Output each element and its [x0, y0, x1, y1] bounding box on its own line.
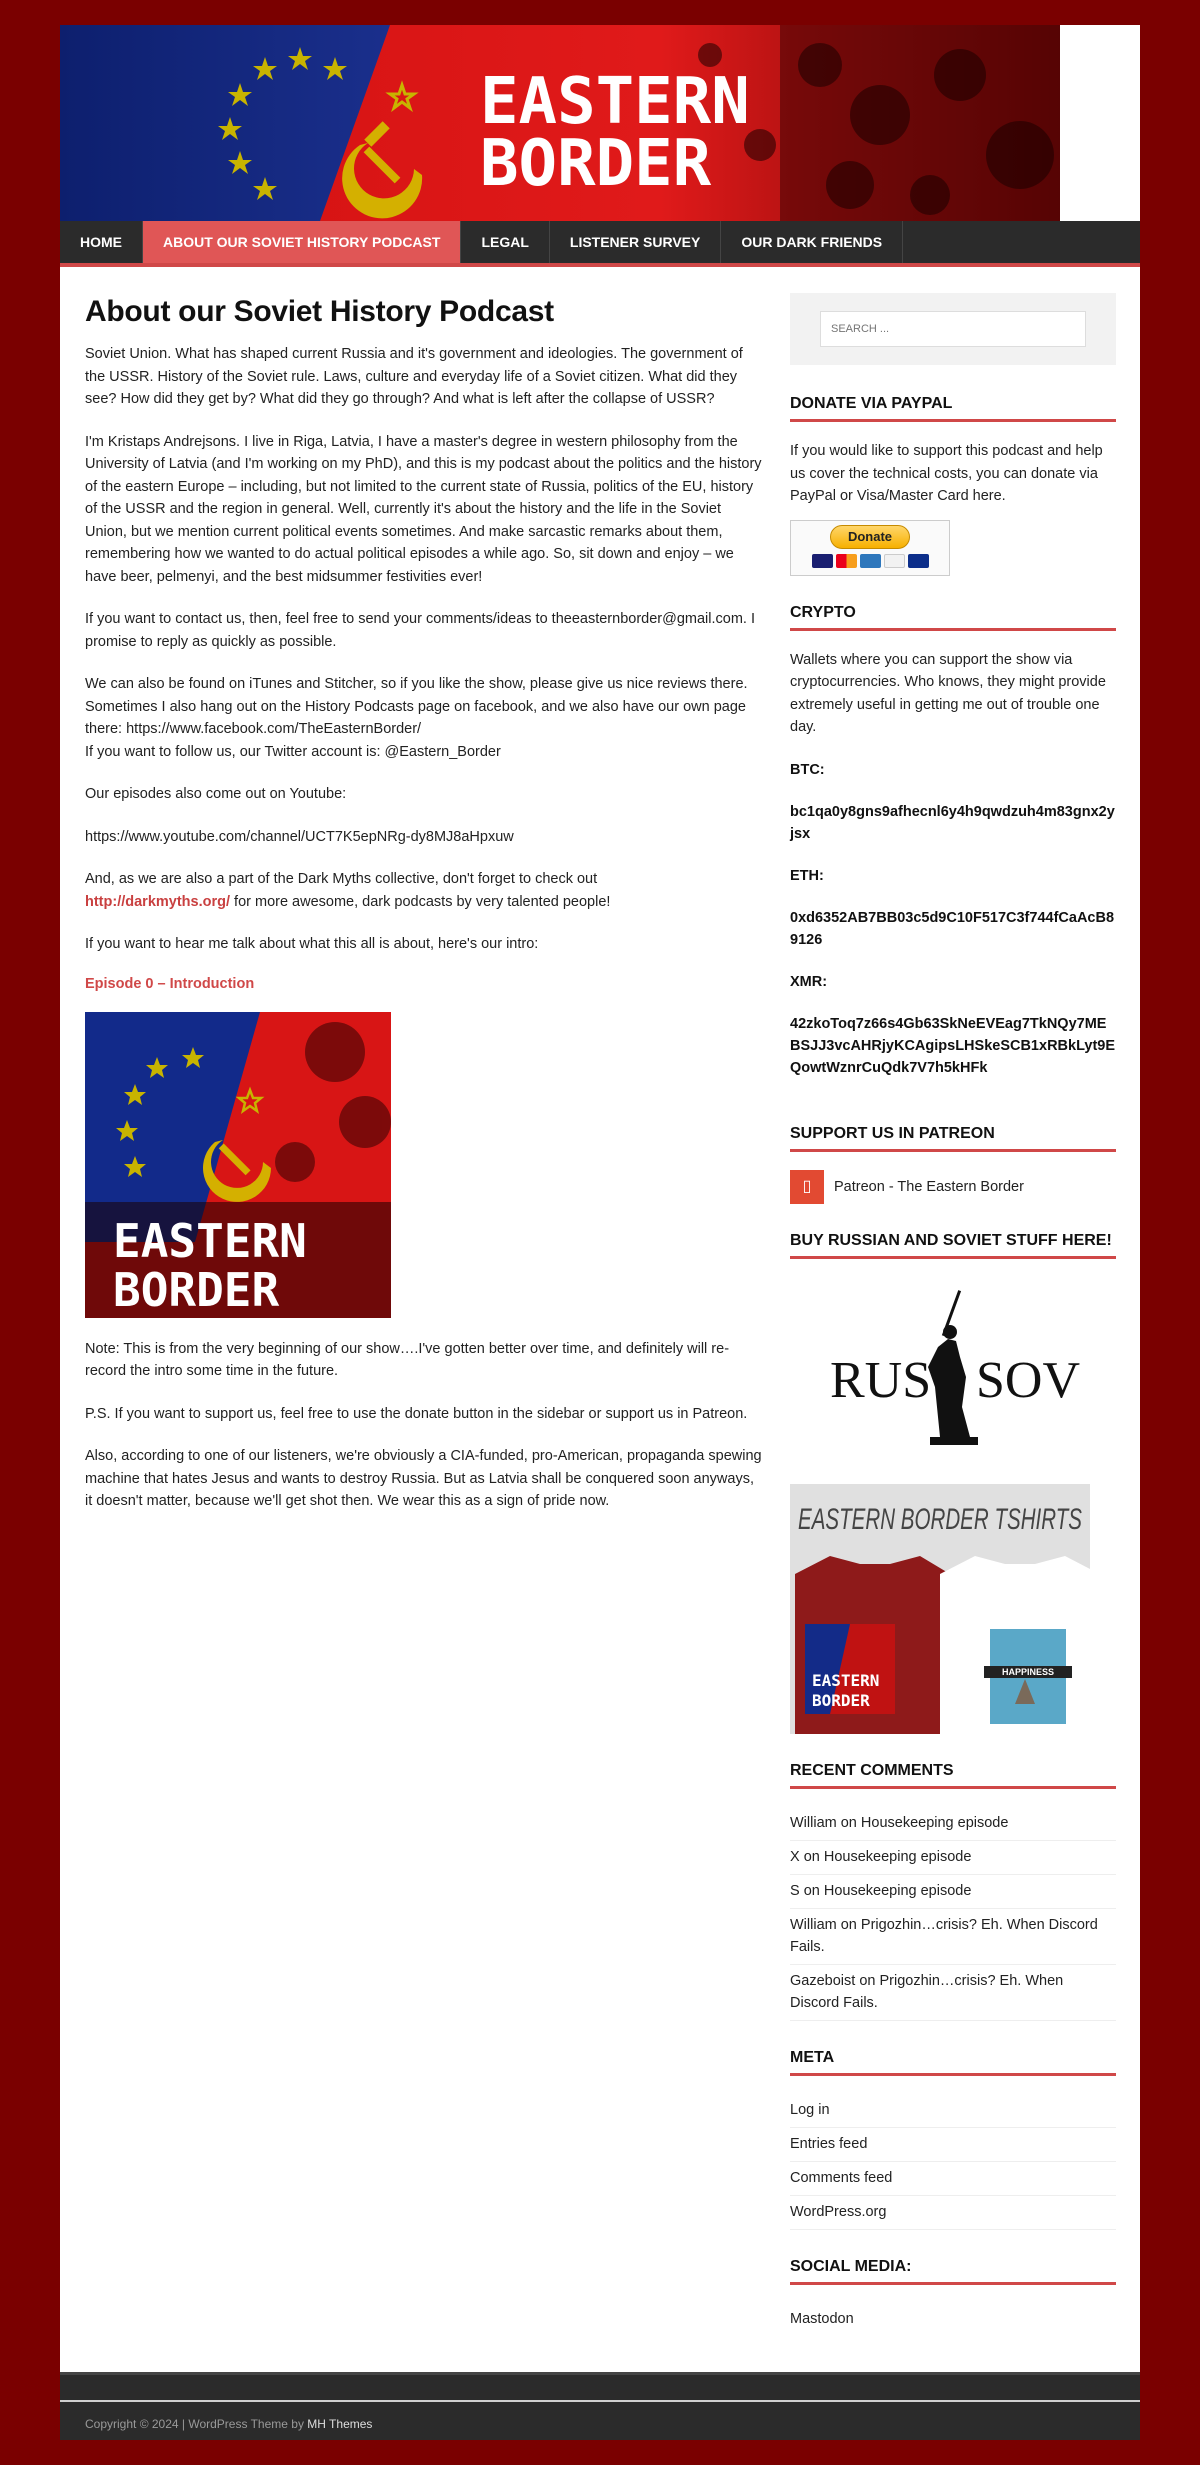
banner-graphic: [60, 25, 1060, 221]
twitter-text: If you want to follow us, our Twitter account is: @Eastern_Border: [85, 743, 501, 760]
patreon-link[interactable]: Patreon - The Eastern Border: [834, 1178, 1024, 1195]
social-media-title: SOCIAL MEDIA:: [790, 2258, 1116, 2285]
patreon-link-row[interactable]: [790, 1170, 1116, 1204]
comment-item: [790, 1807, 1116, 1841]
donate-label: Donate: [830, 525, 910, 549]
recent-comments-widget: [790, 1762, 1116, 2021]
crypto-widget: [790, 604, 1116, 1079]
youtube-paragraph: Our episodes also come out on Youtube:: [85, 786, 347, 802]
nav-item-legal[interactable]: LEGAL: [461, 221, 549, 263]
about-author-paragraph: I'm Kristaps Andrejsons. I live in Riga, Latvia, I have a master's degree in western philosophy from the University of Latvia (and I'm working on my PhD), and this is my podcast about the politics and the history of the eastern Europe – including, but not limited to the current state of Russia, politics of the EU, history of the USSR and the region in general. Well, currently it's about the history and the life in the Soviet Union, but we mention current political events sometimes. And make sarcastic remarks about them, remembering how we wanted to do actual political episodes a while ago. So, sit down and enjoy – we have beer, pelmenyi, and the best midsummer festivities ever!: [85, 433, 762, 585]
darkmyths-text-after: for more awesome, dark podcasts by very talented people!: [230, 893, 611, 910]
cover-title-line2: BORDER: [113, 1262, 280, 1317]
footer-copyright-text: Copyright © 2024 | WordPress Theme by: [85, 2417, 308, 2431]
paypal-widget: [790, 395, 1116, 576]
main-navigation: [60, 221, 1140, 267]
itunes-text: We can also be found on iTunes and Stitcher, so if you like the show, please give us nice reviews there. Sometimes I also hang out on the History Podcasts page on facebook, and we also have our own page there: https://www.facebook.com/TheEasternBorder/: [85, 676, 748, 737]
crypto-text: Wallets where you can support the show via cryptocurrencies. Who knows, they might provide extremely useful in getting me out of trouble one day.: [790, 651, 1106, 735]
meta-link[interactable]: Entries feed: [790, 2135, 868, 2152]
mh-themes-link[interactable]: MH Themes: [307, 2417, 373, 2431]
recent-comments-title: RECENT COMMENTS: [790, 1762, 1116, 1789]
footer-copyright: [85, 2417, 372, 2431]
episode-0-link[interactable]: Episode 0 – Introduction: [85, 975, 255, 992]
btc-label: BTC:: [790, 761, 825, 778]
cia-joke-paragraph: Also, according to one of our listeners, we're obviously a CIA-funded, pro-American, propaganda spewing machine that hates Jesus and wants to destroy Russia. But as Latvia shall be conquered soon anyways, it doesn't matter, because we'll get shot then. We wear this as a sign of pride now.: [85, 1448, 762, 1509]
intro-paragraph: Soviet Union. What has shaped current Russia and it's government and ideologies. The government of the USSR. History of the Soviet rule. Laws, culture and everyday life of a Soviet citizen. What did they see? How did they get by? What did they go through? And what is left after the collapse of USSR?: [85, 346, 743, 407]
darkmyths-link[interactable]: http://darkmyths.org/: [85, 893, 231, 910]
youtube-url[interactable]: https://www.youtube.com/channel/UCT7K5epNRg-dy8MJ8aHpxuw: [85, 828, 514, 845]
darkmyths-paragraph: [85, 868, 765, 913]
russov-logo-left: RUS: [830, 1351, 932, 1409]
banner-title-line2: BORDER: [480, 127, 712, 201]
shirt-print-line2: BORDER: [812, 1690, 870, 1710]
comment-author[interactable]: William: [790, 1916, 837, 1933]
xmr-address[interactable]: 42zkoToq7z66s4Gb63SkNeEVEag7TkNQy7MEBSJJ3vcAHRjyKCAgipsLHSkeSCB1xRBkLyt9EQowtWznrCuQdk7V7h5kHFk: [790, 1015, 1116, 1076]
bank-card-icon: [908, 554, 929, 568]
mastercard-icon: [836, 554, 857, 568]
meta-item-comments-feed[interactable]: [790, 2162, 1116, 2196]
comment-post-link[interactable]: Housekeeping episode: [823, 1882, 972, 1899]
amex-icon: [860, 554, 881, 568]
comment-item: [790, 1965, 1116, 2021]
comment-post-link[interactable]: Housekeeping episode: [823, 1848, 972, 1865]
btc-address[interactable]: bc1qa0y8gns9afhecnl6y4h9qwdzuh4m83gnx2yjsx: [790, 803, 1115, 842]
comment-author[interactable]: William: [790, 1814, 837, 1831]
paypal-widget-title: DONATE VIA PAYPAL: [790, 395, 1116, 422]
social-item-mastodon[interactable]: [790, 2303, 1116, 2336]
intro-invite-paragraph: If you want to hear me talk about what this all is about, here's our intro:: [85, 936, 539, 952]
banner-title-line1: EASTERN: [480, 65, 750, 139]
shop-widget: [790, 1232, 1116, 1734]
header-banner[interactable]: [60, 25, 1060, 221]
meta-widget-title: META: [790, 2049, 1116, 2076]
comment-item: [790, 1909, 1116, 1965]
comment-author[interactable]: X: [790, 1848, 800, 1865]
footer: [60, 2372, 1140, 2440]
comment-item: [790, 1841, 1116, 1875]
tshirts-header: EASTERN BORDER TSHIRTS: [798, 1502, 1082, 1536]
paypal-donate-button[interactable]: [790, 520, 950, 576]
comment-on: on: [799, 1848, 824, 1865]
note-paragraph: Note: This is from the very beginning of our show….I've gotten better over time, and definitely will re-record the intro some time in the future.: [85, 1340, 730, 1379]
xmr-label: XMR:: [790, 973, 828, 990]
nav-item-home[interactable]: HOME: [60, 221, 143, 263]
card-logos: [795, 554, 945, 568]
ps-paragraph: P.S. If you want to support us, feel free to use the donate button in the sidebar or support us in Patreon.: [85, 1405, 748, 1422]
mastodon-link[interactable]: Mastodon: [790, 2310, 854, 2327]
footer-divider: [60, 2400, 1140, 2402]
social-media-widget: [790, 2258, 1116, 2336]
comment-on: on: [836, 1916, 861, 1933]
shirt-print-happiness: HAPPINESS: [1001, 1666, 1055, 1677]
search-widget: [790, 293, 1116, 365]
nav-item-dark-friends[interactable]: OUR DARK FRIENDS: [721, 221, 903, 263]
shirt-print-line1: EASTERN: [812, 1670, 880, 1690]
comment-on: on: [836, 1814, 861, 1831]
meta-link[interactable]: Comments feed: [790, 2169, 893, 2186]
comment-item: [790, 1875, 1116, 1909]
comment-author[interactable]: Gazeboist: [790, 1972, 856, 1989]
comment-post-link[interactable]: Prigozhin…crisis? Eh. When Discord Fails.: [790, 1916, 1098, 1955]
patreon-widget-title: SUPPORT US IN PATREON: [790, 1125, 1116, 1152]
nav-item-listener-survey[interactable]: LISTENER SURVEY: [550, 221, 721, 263]
russov-logo[interactable]: [790, 1277, 1116, 1467]
eth-address[interactable]: 0xd6352AB7BB03c5d9C10F517C3f744fCaAcB89126: [790, 909, 1115, 948]
comment-post-link[interactable]: Housekeeping episode: [860, 1814, 1009, 1831]
meta-widget: [790, 2049, 1116, 2230]
russov-logo-right: SOV: [976, 1351, 1081, 1409]
discover-icon: [884, 554, 905, 568]
sidebar: [790, 293, 1116, 2364]
social-paragraph: [85, 673, 765, 763]
meta-item-entries-feed[interactable]: [790, 2128, 1116, 2162]
nav-item-about[interactable]: ABOUT OUR SOVIET HISTORY PODCAST: [143, 221, 461, 263]
patreon-icon: ▯: [790, 1170, 824, 1204]
page-title: About our Soviet History Podcast: [85, 295, 554, 328]
crypto-widget-title: CRYPTO: [790, 604, 1116, 631]
contact-paragraph: If you want to contact us, then, feel free to send your comments/ideas to theeasternborder@gmail.com. I promise to reply as quickly as possible.: [85, 611, 755, 650]
motherland-statue-icon: [928, 1290, 978, 1445]
comment-post-link[interactable]: Prigozhin…crisis? Eh. When Discord Fails.: [790, 1972, 1064, 2011]
paypal-text: If you would like to support this podcast and help us cover the technical costs, you can donate via PayPal or Visa/Master Card here.: [790, 443, 1103, 504]
main-content: [85, 295, 765, 1533]
comment-on: on: [799, 1882, 824, 1899]
shop-widget-title: BUY RUSSIAN AND SOVIET STUFF HERE!: [790, 1232, 1116, 1259]
eth-label: ETH:: [790, 867, 824, 884]
meta-item-wordpress-org[interactable]: [790, 2196, 1116, 2230]
comment-on: on: [855, 1972, 880, 1989]
search-input[interactable]: [820, 311, 1086, 347]
darkmyths-text-before: And, as we are also a part of the Dark Myths collective, don't forget to check out: [85, 871, 598, 887]
patreon-widget: [790, 1125, 1116, 1204]
cover-title-line1: EASTERN: [113, 1213, 307, 1268]
meta-item-login[interactable]: [790, 2094, 1116, 2128]
comment-author[interactable]: S: [790, 1882, 800, 1899]
meta-link[interactable]: WordPress.org: [790, 2203, 887, 2220]
tshirts-banner[interactable]: [790, 1484, 1090, 1734]
meta-link[interactable]: Log in: [790, 2101, 830, 2118]
page-container: [60, 25, 1140, 2440]
visa-icon: [812, 554, 833, 568]
podcast-cover-image[interactable]: [85, 1012, 391, 1318]
